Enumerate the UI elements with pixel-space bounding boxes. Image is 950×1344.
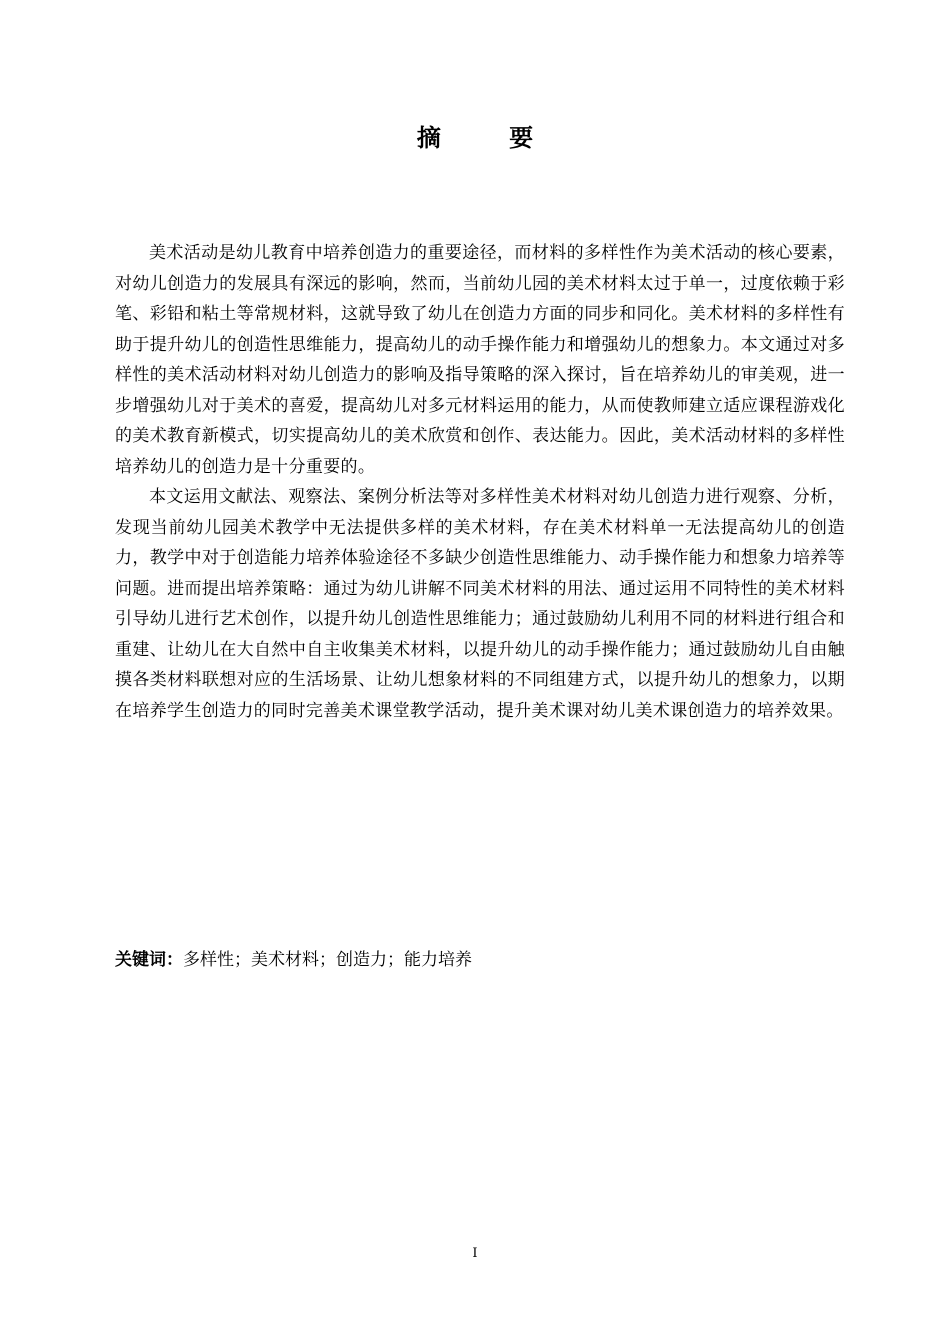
abstract-paragraph-2: 本文运用文献法、观察法、案例分析法等对多样性美术材料对幼儿创造力进行观察、分析，发现当前幼儿园美术教学中无法提供多样的美术材料，存在美术材料单一无法提高幼儿的创造力，教学中对于创造能力培养体验途径不多缺少创造性思维能力、动手操作能力和想象力培养等问题。进而提出培养策略：通过为幼儿讲解不同美术材料的用法、通过运用不同特性的美术材料引导幼儿进行艺术创作，以提升幼儿创造性思维能力；通过鼓励幼儿利用不同的材料进行组合和重建、让幼儿在大自然中自主收集美术材料，以提升幼儿的动手操作能力；通过鼓励幼儿自由触摸各类材料联想对应的生活场景、让幼儿想象材料的不同组建方式，以提升幼儿的想象力，以期在培养学生创造力的同时完善美术课堂教学活动，提升美术课对幼儿美术课创造力的培养效果。 <box>115 487 845 721</box>
keywords-text: 多样性；美术材料；创造力；能力培养 <box>183 950 472 970</box>
keywords-line <box>115 945 845 975</box>
abstract-body <box>115 238 845 726</box>
keywords-label: 关键词： <box>115 950 183 970</box>
abstract-paragraph-1: 美术活动是幼儿教育中培养创造力的重要途径，而材料的多样性作为美术活动的核心要素，对幼儿创造力的发展具有深远的影响，然而，当前幼儿园的美术材料太过于单一，过度依赖于彩笔、彩铅和粘土等常规材料，这就导致了幼儿在创造力方面的同步和同化。美术材料的多样性有助于提升幼儿的创造性思维能力，提高幼儿的动手操作能力和增强幼儿的想象力。本文通过对多样性的美术活动材料对幼儿创造力的影响及指导策略的深入探讨，旨在培养幼儿的审美观，进一步增强幼儿对于美术的喜爱，提高幼儿对多元材料运用的能力，从而使教师建立适应课程游戏化的美术教育新模式，切实提高幼儿的美术欣赏和创作、表达能力。因此，美术活动材料的多样性培养幼儿的创造力是十分重要的。 <box>115 243 845 477</box>
abstract-title: 摘 要 <box>416 124 564 152</box>
page-number: I <box>472 1246 478 1261</box>
